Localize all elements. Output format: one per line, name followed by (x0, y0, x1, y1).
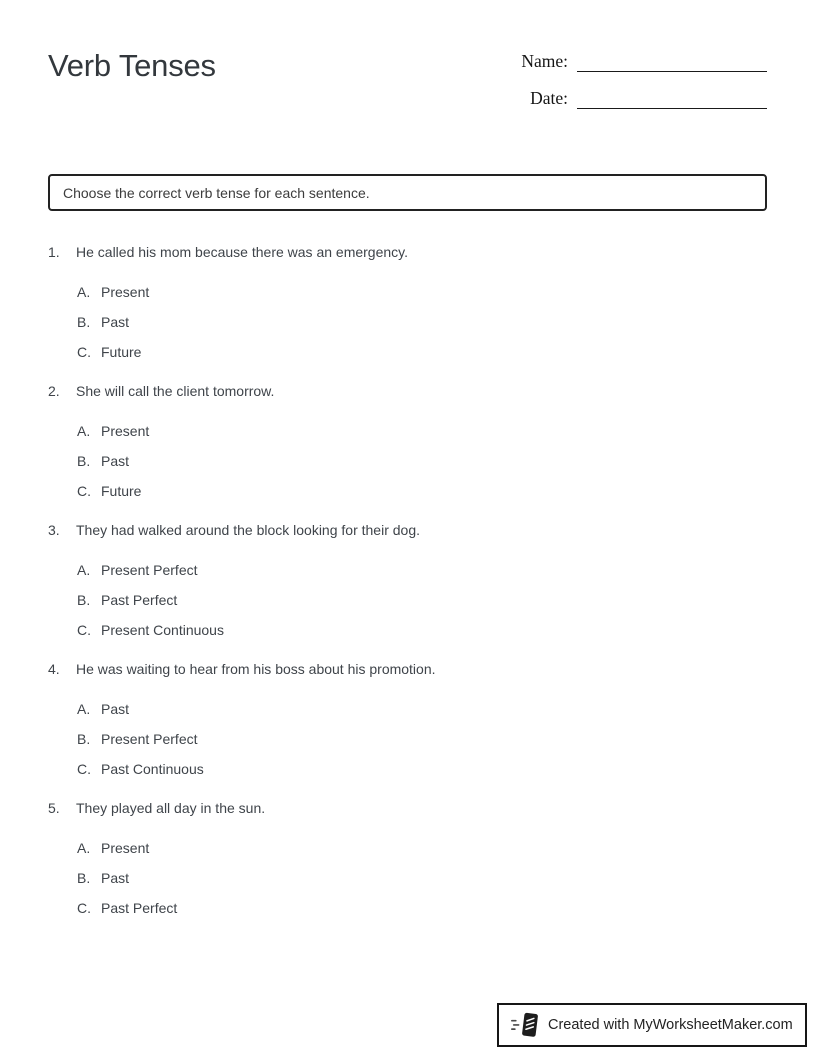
name-fill-line[interactable] (577, 50, 767, 72)
question-3 (48, 520, 767, 640)
option-label: Past Perfect (101, 900, 178, 916)
question-4 (48, 659, 767, 779)
flying-document-icon (511, 1010, 541, 1040)
option-c (77, 898, 767, 918)
date-field-row (530, 87, 767, 109)
option-label: Past (101, 314, 130, 330)
option-c (77, 481, 767, 501)
option-letter: C. (77, 483, 91, 499)
question-2 (48, 381, 767, 501)
option-letter: A. (77, 701, 91, 717)
name-field-row (521, 50, 767, 72)
option-b (77, 590, 767, 610)
worksheet-header (48, 48, 767, 124)
name-label: Name: (521, 51, 568, 71)
question-number: 1. (48, 244, 60, 260)
options-list (77, 282, 767, 362)
option-letter: A. (77, 562, 91, 578)
option-label: Past Continuous (101, 761, 204, 777)
question-text: They had walked around the block looking for their dog. (76, 522, 420, 538)
option-label: Present (101, 423, 150, 439)
option-a (77, 699, 767, 719)
options-list (77, 838, 767, 918)
option-letter: C. (77, 900, 91, 916)
option-letter: A. (77, 840, 91, 856)
option-c (77, 342, 767, 362)
option-a (77, 421, 767, 441)
option-letter: B. (77, 731, 91, 747)
option-b (77, 312, 767, 332)
option-b (77, 729, 767, 749)
option-label: Past (101, 453, 130, 469)
question-5 (48, 798, 767, 918)
option-letter: B. (77, 453, 91, 469)
options-list (77, 560, 767, 640)
date-fill-line[interactable] (577, 87, 767, 109)
option-label: Future (101, 344, 142, 360)
option-a (77, 838, 767, 858)
page-title: Verb Tenses (48, 48, 216, 83)
option-letter: A. (77, 284, 91, 300)
option-letter: B. (77, 870, 91, 886)
option-letter: B. (77, 592, 91, 608)
option-letter: C. (77, 344, 91, 360)
question-list (48, 242, 767, 918)
option-label: Present Perfect (101, 562, 198, 578)
date-label: Date: (530, 88, 568, 108)
question-number: 3. (48, 522, 60, 538)
option-label: Present (101, 284, 150, 300)
question-text: They played all day in the sun. (76, 800, 266, 816)
question-1 (48, 242, 767, 362)
question-text: He was waiting to hear from his boss about his promotion. (76, 661, 436, 677)
question-number: 2. (48, 383, 60, 399)
option-c (77, 759, 767, 779)
credit-badge (497, 1003, 807, 1047)
question-text: She will call the client tomorrow. (76, 383, 275, 399)
option-letter: A. (77, 423, 91, 439)
options-list (77, 699, 767, 779)
option-label: Present Perfect (101, 731, 198, 747)
instruction-text: Choose the correct verb tense for each sentence. (63, 184, 370, 201)
option-a (77, 282, 767, 302)
option-letter: C. (77, 622, 91, 638)
question-number: 5. (48, 800, 60, 816)
option-a (77, 560, 767, 580)
question-number: 4. (48, 661, 60, 677)
option-c (77, 620, 767, 640)
option-letter: C. (77, 761, 91, 777)
option-label: Past (101, 870, 130, 886)
question-text: He called his mom because there was an emergency. (76, 244, 409, 260)
option-label: Present (101, 840, 150, 856)
option-letter: B. (77, 314, 91, 330)
student-fields (521, 48, 767, 124)
option-label: Past (101, 701, 130, 717)
option-label: Present Continuous (101, 622, 224, 638)
option-b (77, 451, 767, 471)
options-list (77, 421, 767, 501)
instruction-box (48, 174, 767, 211)
credit-text: Created with MyWorksheetMaker.com (548, 1017, 793, 1033)
option-label: Future (101, 483, 142, 499)
option-b (77, 868, 767, 888)
option-label: Past Perfect (101, 592, 178, 608)
